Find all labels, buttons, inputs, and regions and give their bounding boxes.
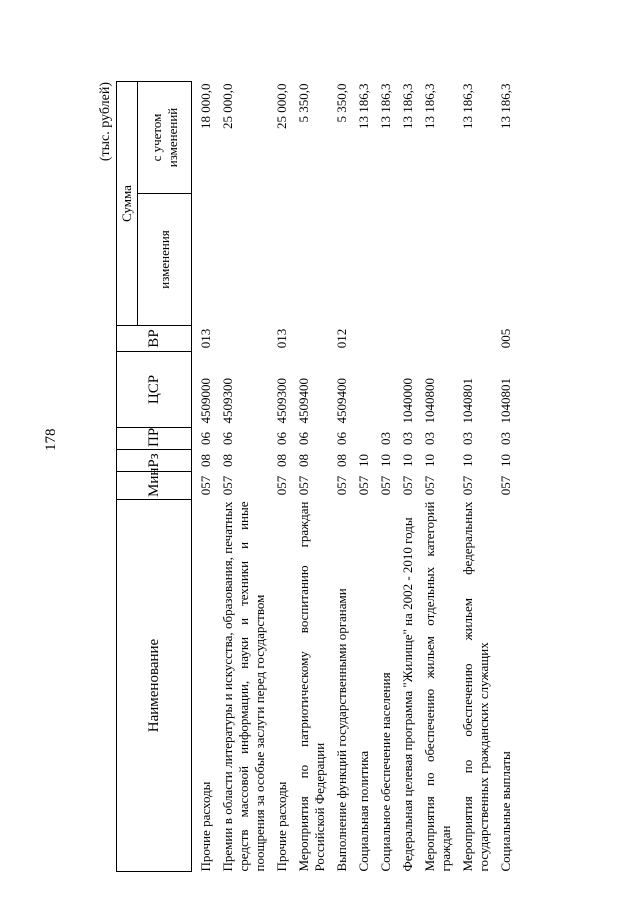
cell-name: Мероприятия по обеспечению жильем федеральных государственных гражданских служащих (460, 501, 491, 872)
cell-csr: 1040801 (498, 378, 513, 424)
cell-vr (454, 326, 492, 352)
table-row (290, 82, 328, 872)
table-row (416, 82, 454, 872)
cell-total: 13 186,3 (356, 83, 371, 129)
cell-total: 13 186,3 (460, 83, 475, 129)
cell-rz: 08 (296, 454, 311, 467)
cell-rz: 10 (422, 454, 437, 467)
cell-csr: 4509400 (296, 378, 311, 424)
page-number: 178 (43, 428, 59, 451)
cell-vr (214, 326, 268, 352)
cell-pr: 03 (378, 432, 393, 445)
cell-total: 25 000,0 (220, 83, 235, 129)
cell-vr (372, 326, 394, 352)
table-body (192, 82, 515, 872)
header-csr: ЦСР (117, 352, 192, 428)
cell-min: 057 (356, 475, 371, 496)
cell-change (328, 194, 350, 326)
header-vr: ВР (117, 326, 192, 352)
cell-vr: 005 (498, 328, 513, 349)
cell-rz: 10 (378, 454, 393, 467)
cell-change (454, 194, 492, 326)
cell-name: Социальное обеспечение населения (378, 672, 393, 872)
cell-change (394, 194, 416, 326)
cell-min: 057 (422, 475, 437, 496)
cell-change (290, 194, 328, 326)
cell-vr (290, 326, 328, 352)
table-row (394, 82, 416, 872)
header-min: Мин (117, 472, 192, 500)
cell-min: 057 (498, 475, 513, 496)
cell-pr: 06 (220, 432, 235, 445)
table-row (192, 82, 215, 872)
cell-change (350, 194, 372, 326)
cell-change (492, 194, 514, 326)
cell-name: Федеральная целевая программа "Жилище" на 2002 - 2010 годы (400, 517, 415, 872)
cell-total: 13 186,3 (422, 83, 437, 129)
cell-rz: 10 (356, 454, 371, 467)
cell-min: 057 (274, 475, 289, 496)
header-sum: Сумма (117, 82, 138, 326)
cell-pr: 03 (498, 432, 513, 445)
cell-vr: 013 (274, 328, 289, 349)
cell-total: 13 186,3 (400, 83, 415, 129)
cell-csr: 1040800 (422, 378, 437, 424)
table-row (372, 82, 394, 872)
units-label: (тыс. рублей) (98, 82, 113, 162)
cell-rz: 10 (498, 454, 513, 467)
cell-csr: 4509300 (220, 378, 235, 424)
cell-vr (416, 326, 454, 352)
header-pr: ПР (117, 428, 192, 450)
cell-name: Социальные выплаты (498, 751, 513, 872)
cell-vr: 012 (334, 328, 349, 349)
cell-csr (372, 352, 394, 428)
cell-total: 13 186,3 (378, 83, 393, 129)
cell-rz: 08 (220, 454, 235, 467)
cell-min: 057 (220, 475, 235, 496)
header-rz: Рз (117, 450, 192, 472)
cell-name: Социальная политика (356, 750, 371, 872)
table-row (454, 82, 492, 872)
rotated-page-content (96, 82, 558, 872)
cell-vr (350, 326, 372, 352)
cell-pr: 03 (460, 432, 475, 445)
cell-vr (394, 326, 416, 352)
cell-total: 18 000,0 (198, 83, 213, 129)
cell-csr: 1040000 (400, 378, 415, 424)
table-row (214, 82, 268, 872)
cell-pr: 06 (198, 432, 213, 445)
header-changes: изменения (138, 194, 192, 326)
cell-total: 25 000,0 (274, 83, 289, 129)
cell-change (214, 194, 268, 326)
budget-table (116, 81, 514, 872)
cell-rz: 10 (400, 454, 415, 467)
header-name: Наименование (117, 500, 192, 872)
cell-name: Прочие расходы (198, 781, 213, 872)
cell-min: 057 (460, 475, 475, 496)
cell-change (192, 194, 215, 326)
cell-pr: 03 (400, 432, 415, 445)
cell-rz: 08 (274, 454, 289, 467)
table-row (350, 82, 372, 872)
cell-name: Мероприятия по обеспечению жильем отдельных категорий граждан (422, 501, 453, 872)
cell-csr (350, 352, 372, 428)
cell-change (416, 194, 454, 326)
cell-total: 5 350,0 (334, 83, 349, 123)
cell-pr: 06 (334, 432, 349, 445)
cell-rz: 08 (198, 454, 213, 467)
cell-min: 057 (378, 475, 393, 496)
cell-change (268, 194, 290, 326)
cell-rz: 08 (334, 454, 349, 467)
cell-total: 13 186,3 (498, 83, 513, 129)
cell-min: 057 (198, 475, 213, 496)
cell-vr: 013 (198, 328, 213, 349)
cell-csr: 1040801 (460, 378, 475, 424)
cell-pr: 06 (296, 432, 311, 445)
cell-name: Прочие расходы (274, 781, 289, 872)
cell-csr: 4509400 (334, 378, 349, 424)
cell-change (372, 194, 394, 326)
cell-pr: 03 (422, 432, 437, 445)
table-row (268, 82, 290, 872)
table-row (328, 82, 350, 872)
cell-min: 057 (400, 475, 415, 496)
table-row (492, 82, 514, 872)
cell-pr (350, 428, 372, 450)
cell-csr: 4509300 (274, 378, 289, 424)
cell-min: 057 (334, 475, 349, 496)
cell-csr: 4509000 (198, 378, 213, 424)
cell-pr: 06 (274, 432, 289, 445)
cell-name: Премии в области литературы и искусства, образования, печатных средств массовой информации, науки и техники и иные поощрения за особые заслуги перед государством (220, 501, 267, 872)
header-with-changes: с учетом изменений (138, 82, 192, 194)
cell-total: 5 350,0 (296, 83, 311, 123)
cell-rz: 10 (460, 454, 475, 467)
cell-name: Выполнение функций государственными органами (334, 588, 349, 872)
cell-min: 057 (296, 475, 311, 496)
cell-name: Мероприятия по патриотическому воспитанию граждан Российской Федерации (296, 501, 327, 872)
